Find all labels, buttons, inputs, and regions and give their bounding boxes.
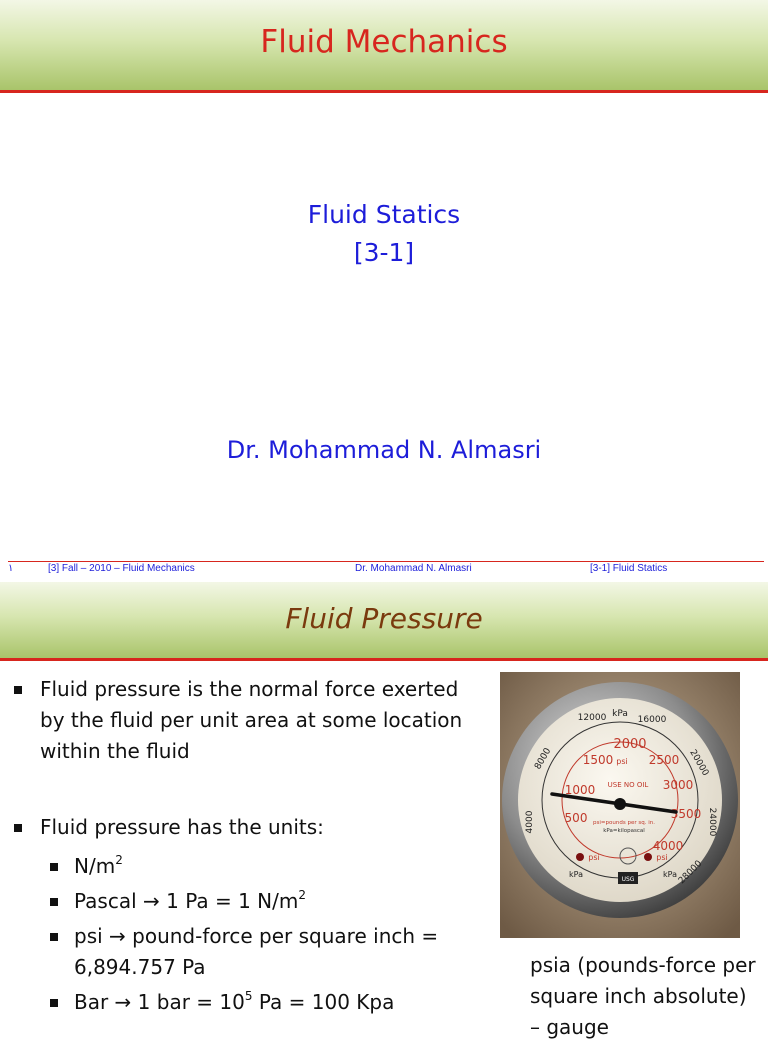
content-slide [0, 582, 768, 1039]
gauge-psi-2500: 2500 [648, 753, 680, 767]
slide-title: Fluid Pressure [285, 602, 483, 635]
footer-divider [8, 561, 764, 562]
gauge-kpa-20000: 20000 [687, 748, 711, 778]
gauge-legend-psi: psi=pounds per sq. in. [593, 820, 655, 826]
gauge-kpa-label: kPa [612, 709, 628, 719]
gauge-psi-label-lower: psi [588, 853, 600, 862]
banner-divider [0, 90, 768, 93]
gauge-kpa-24000: 24000 [707, 807, 717, 837]
gauge-kpa-12000: 12000 [577, 713, 607, 723]
gauge-needle-hub [614, 798, 626, 810]
square-bullet-icon [50, 999, 58, 1007]
gauge-psi-label: psi [616, 757, 628, 766]
square-bullet-icon [14, 824, 22, 832]
lecture-subtitle: Fluid Statics [307, 200, 461, 229]
square-bullet-icon [50, 898, 58, 906]
gauge-legend-kpa: kPa=kilopascal [603, 828, 645, 834]
sub-bullet-psi: psi → pound-force per square inch = 6,894.757 Pa [50, 921, 484, 983]
square-bullet-icon [14, 686, 22, 694]
gauge-kpa-4000: 4000 [525, 810, 535, 834]
gauge-psi-500: 500 [564, 811, 588, 825]
square-bullet-icon [50, 933, 58, 941]
maker-logo-text: USG [621, 876, 635, 883]
gauge-kpa-28000: 28000 [676, 858, 705, 887]
sub-bullet-bar: Bar → 1 bar = $10^5$ Pa = 100 Kpa [50, 987, 484, 1018]
footer-slide-number: ١ [8, 563, 14, 574]
gauge-kpa-label-lower-right: kPa [663, 870, 677, 879]
footer-author: Dr. Mohammad N. Almasri [355, 563, 472, 574]
gauge-psi-3000: 3000 [662, 778, 694, 792]
gauge-psi-1500: 1500 [582, 753, 614, 767]
footer-topic: [3-1] Fluid Statics [590, 563, 668, 574]
pressure-gauge-photo [500, 672, 740, 938]
gauge-psi-3500: 3500 [670, 807, 702, 821]
gauge-psi-4000: 4000 [652, 839, 684, 853]
gauge-kpa-label-lower: kPa [569, 870, 583, 879]
square-bullet-icon [50, 863, 58, 871]
gauge-indicator-left [576, 853, 584, 861]
sub-bullet-pascal: Pascal → 1 Pa = 1 $N/m^2$ [50, 886, 484, 917]
gauge-kpa-16000: 16000 [637, 715, 667, 725]
bullet-list [14, 674, 484, 1022]
gauge-use-no-oil: USE NO OIL [607, 781, 649, 789]
sub-bullet-nm2: $N/m^2$ [50, 851, 484, 882]
footer-course: [3] Fall – 2010 – Fluid Mechanics [48, 563, 195, 574]
gauge-indicator-right [644, 853, 652, 861]
banner-divider [0, 658, 768, 661]
photo-caption: psia (pounds-force per square inch absolute) – gauge [530, 953, 756, 1039]
slide-title: Fluid Mechanics [260, 24, 508, 60]
bullet-units: Fluid pressure has the units: [14, 812, 484, 843]
gauge-psi-1000: 1000 [564, 783, 596, 797]
author-name: Dr. Mohammad N. Almasri [226, 436, 542, 464]
bullet-definition: Fluid pressure is the normal force exerted by the fluid per unit area at some location within the fluid [14, 674, 484, 767]
gauge-psi-2000: 2000 [613, 737, 647, 752]
gauge-psi-label-lower-right: psi [656, 853, 668, 862]
gauge-kpa-8000: 8000 [533, 746, 554, 772]
lecture-reference: [3-1] [353, 238, 415, 267]
